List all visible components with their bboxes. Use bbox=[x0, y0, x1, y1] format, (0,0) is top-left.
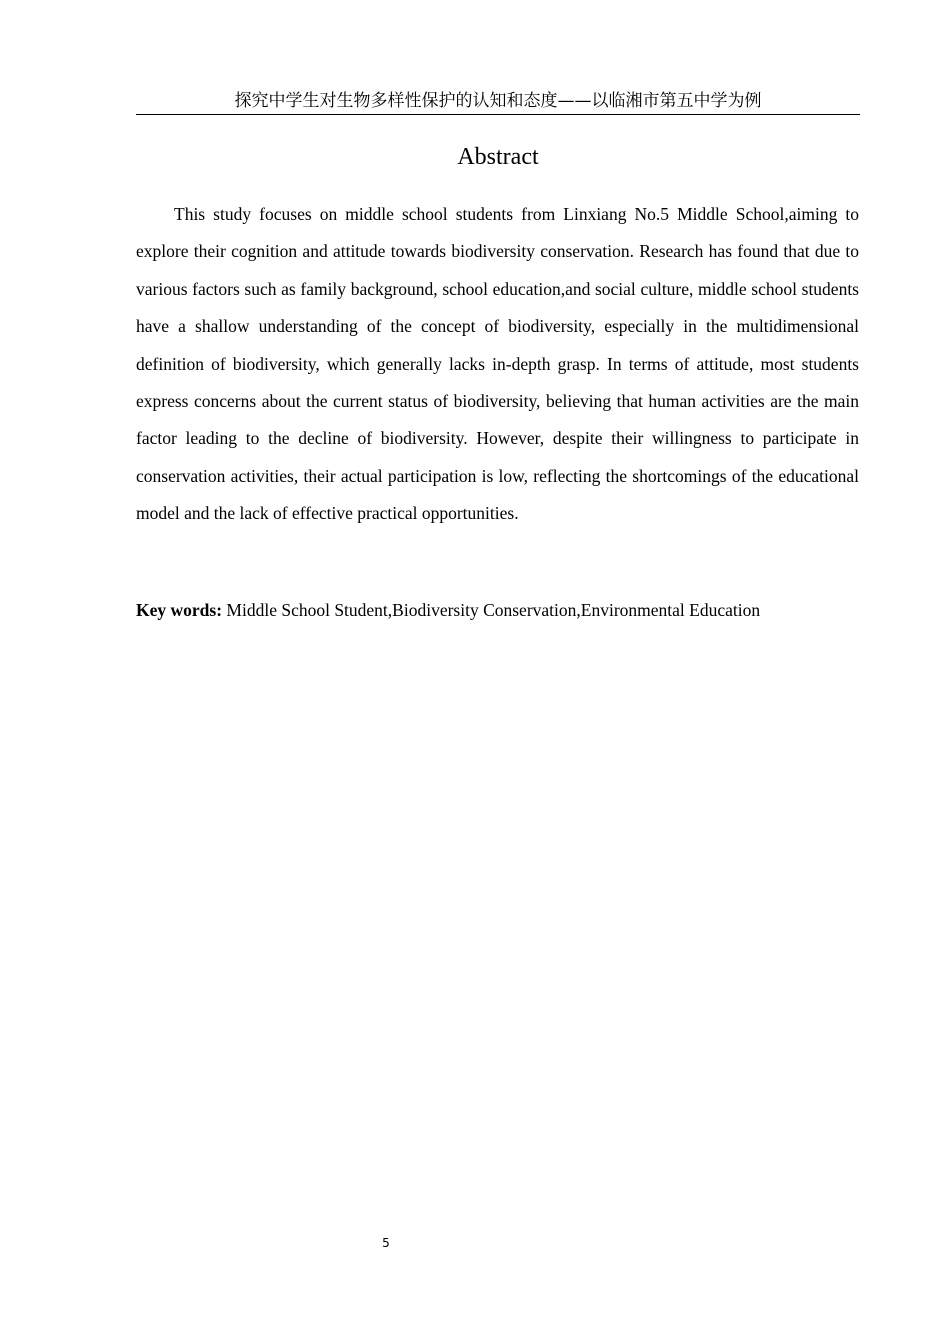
abstract-body: This study focuses on middle school students from Linxiang No.5 Middle School,aiming to explore their cognition and attitude towards biodiversity conservation. Research has found that due to various factors such as family background, school education,and social culture, middle school students have a shallow understanding of the concept of biodiversity, especially in the multidimensional definition of biodiversity, which generally lacks in-depth grasp. In terms of attitude, most students express concerns about the current status of biodiversity, believing that human activities are the main factor leading to the decline of biodiversity. However, despite their willingness to participate in conservation activities, their actual participation is low, reflecting the shortcomings of the educational model and the lack of effective practical opportunities. bbox=[136, 204, 859, 524]
keywords-value: Middle School Student,Biodiversity Conservation,Environmental Education bbox=[226, 600, 761, 620]
page-number: 5 bbox=[382, 1236, 390, 1250]
abstract-title: Abstract bbox=[457, 144, 539, 170]
running-header: 探究中学生对生物多样性保护的认知和态度——以临湘市第五中学为例 bbox=[136, 89, 860, 115]
keywords-line bbox=[136, 596, 860, 624]
keywords-label: Key words: bbox=[136, 600, 223, 620]
